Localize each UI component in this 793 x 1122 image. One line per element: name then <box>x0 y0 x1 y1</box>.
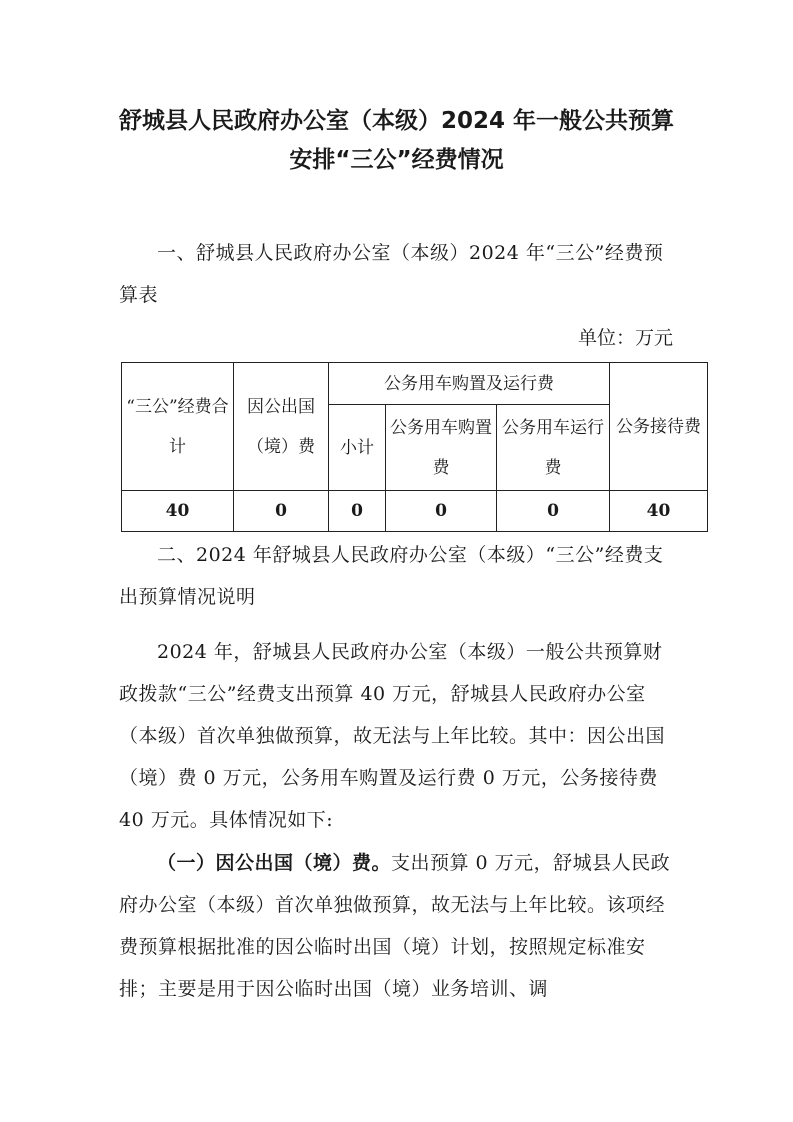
cell-operation: 0 <box>497 491 610 532</box>
header-total: “三公”经费合计 <box>122 363 234 491</box>
section2-heading: 二、2024 年舒城县人民政府办公室（本级）“三公”经费支出预算情况说明 <box>119 544 664 608</box>
cell-total: 40 <box>122 491 234 532</box>
document-title-line2: 安排“三公”经费情况 <box>289 147 504 173</box>
header-subtotal: 小计 <box>329 405 386 491</box>
cell-reception: 40 <box>610 491 708 532</box>
section1-heading: 一、舒城县人民政府办公室（本级）2024 年“三公”经费预算表 <box>119 242 664 306</box>
header-vehicle-group: 公务用车购置及运行费 <box>329 363 610 405</box>
paragraph-abroad-lead: （一）因公出国（境）费。 <box>157 852 392 874</box>
paragraph-abroad <box>119 842 676 1010</box>
cell-subtotal: 0 <box>329 491 386 532</box>
budget-table <box>121 362 708 532</box>
table-row <box>122 491 708 532</box>
unit-label: 单位：万元 <box>577 327 673 349</box>
paragraph-overview: 2024 年，舒城县人民政府办公室（本级）一般公共预算财政拨款“三公”经费支出预算 40 万元，舒城县人民政府办公室（本级）首次单独做预算，故无法与上年比较。其中：因公出国（境）费 0 万元，公务用车购置及运行费 0 万元，公务接待费 40 万元。具体情况如下: <box>119 641 666 831</box>
cell-purchase: 0 <box>386 491 497 532</box>
header-reception: 公务接待费 <box>610 363 708 491</box>
header-abroad: 因公出国（境）费 <box>234 363 329 491</box>
document-title-line1: 舒城县人民政府办公室（本级）2024 年一般公共预算 <box>118 108 675 134</box>
paragraph-abroad-body: 支出预算 0 万元，舒城县人民政府办公室（本级）首次单独做预算，故无法与上年比较。该项经费预算根据批准的因公临时出国（境）计划，按照规定标准安排；主要是用于因公临时出国（境）业务培训、调 <box>119 852 671 1000</box>
header-operation: 公务用车运行费 <box>497 405 610 491</box>
header-purchase: 公务用车购置费 <box>386 405 497 491</box>
cell-abroad: 0 <box>234 491 329 532</box>
